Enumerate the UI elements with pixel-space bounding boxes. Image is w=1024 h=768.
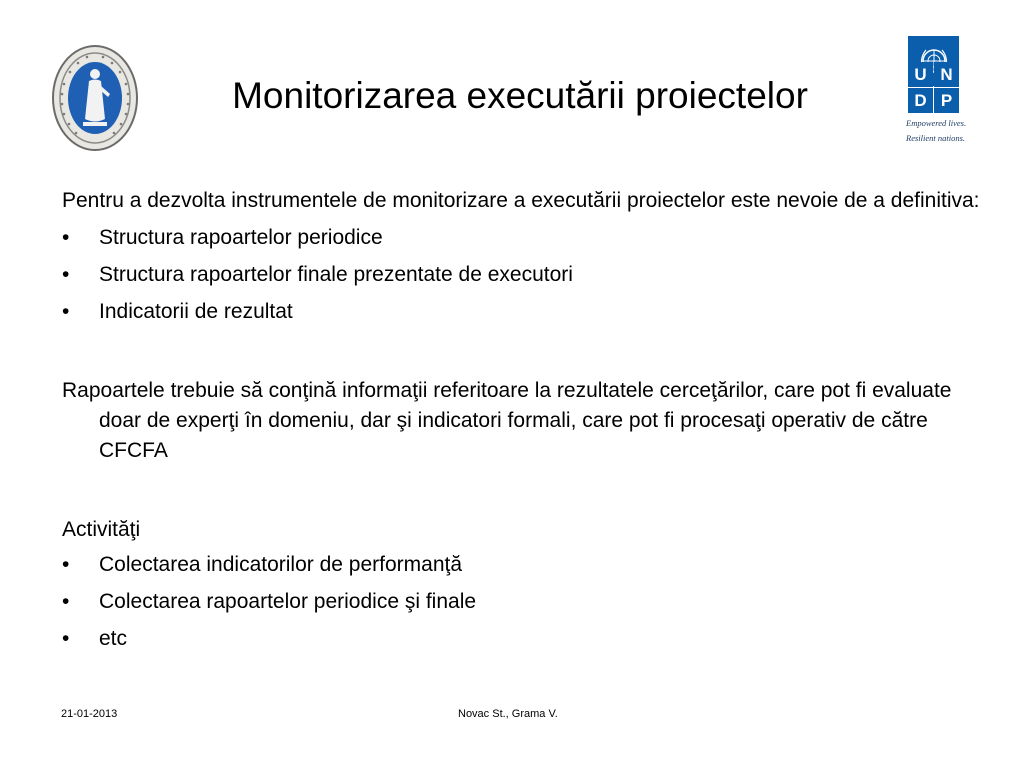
bullet-icon: • bbox=[62, 263, 70, 286]
bullet-icon: • bbox=[62, 553, 70, 576]
footer-authors: Novac St., Grama V. bbox=[458, 708, 558, 720]
list-item-text: etc bbox=[99, 627, 128, 650]
undp-tagline-2: Resilient nations. bbox=[906, 133, 966, 143]
bullet-icon: • bbox=[62, 226, 70, 249]
requirements-paragraph: Rapoartele trebuie să conţină informaţii referitoare la rezultatele cerceţărilor, care pot fi evaluate doar de experţi în domeniu, dar şi indicatori formali, care pot fi procesaţi operativ de către CFCFA bbox=[62, 379, 952, 462]
list-item bbox=[62, 260, 982, 290]
bullet-icon: • bbox=[62, 300, 70, 323]
academy-seal-icon bbox=[50, 44, 140, 152]
academy-seal-logo bbox=[50, 44, 140, 152]
slide-body bbox=[62, 186, 982, 654]
list-item-text: Structura rapoartelor finale prezentate de executori bbox=[99, 263, 573, 286]
undp-letter-n: N bbox=[934, 62, 959, 87]
list-item bbox=[62, 297, 982, 327]
list-item bbox=[62, 223, 982, 253]
slide-title: Monitorizarea executării proiectelor bbox=[232, 75, 808, 116]
undp-tagline-1: Empowered lives. bbox=[906, 118, 967, 128]
list-item-text: Structura rapoartelor periodice bbox=[99, 226, 383, 249]
intro-paragraph: Pentru a dezvolta instrumentele de monitorizare a executării proiectelor este nevoie de a definitiva: bbox=[62, 189, 980, 212]
list-item bbox=[62, 587, 982, 617]
undp-letter-d: D bbox=[908, 88, 933, 113]
undp-letter-u: U bbox=[908, 62, 933, 87]
undp-letter-p: P bbox=[934, 88, 959, 113]
list-item-text: Colectarea rapoartelor periodice şi finale bbox=[99, 590, 477, 613]
bullet-icon: • bbox=[62, 590, 70, 613]
list-item-text: Colectarea indicatorilor de performanţă bbox=[99, 553, 463, 576]
list-item-text: Indicatorii de rezultat bbox=[99, 300, 293, 323]
footer-date: 21-01-2013 bbox=[61, 708, 118, 720]
undp-logo bbox=[906, 36, 978, 143]
activities-heading: Activităţi bbox=[62, 518, 141, 541]
bullet-icon: • bbox=[62, 627, 70, 650]
list-item bbox=[62, 624, 982, 654]
list-item bbox=[62, 550, 982, 580]
